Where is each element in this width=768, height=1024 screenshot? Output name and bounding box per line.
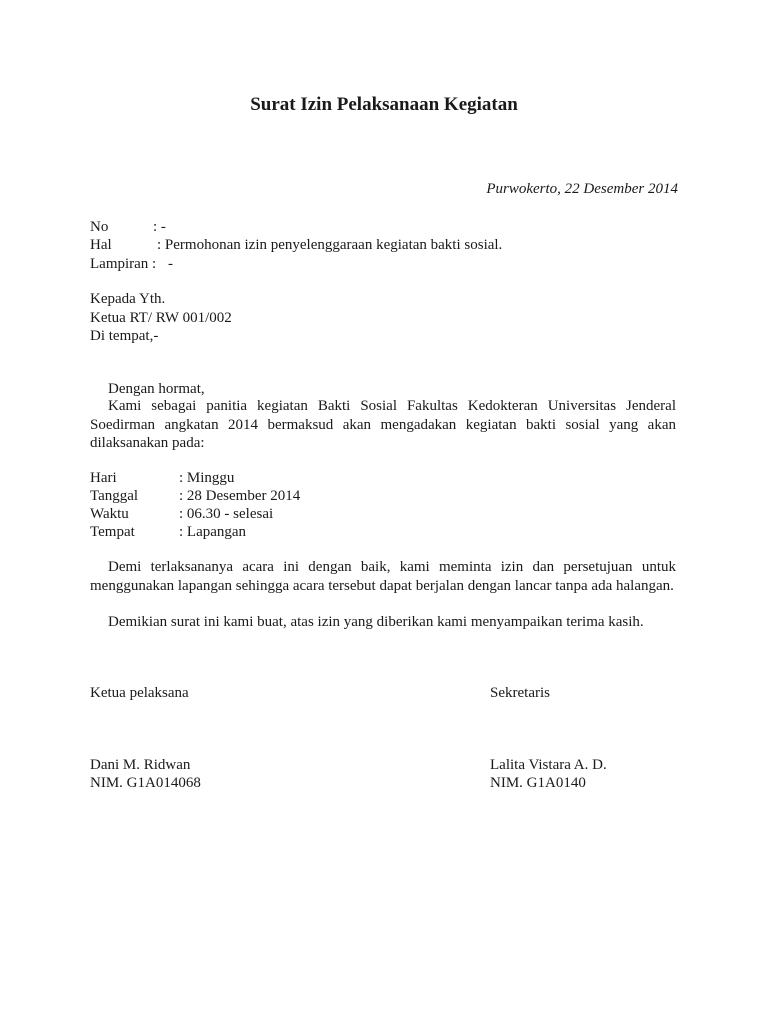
detail-label-waktu: Waktu	[90, 506, 129, 522]
intro-paragraph: Kami sebagai panitia kegiatan Bakti Sosial Fakultas Kedokteran Universitas Jenderal Soedirman angkatan 2014 bermaksud akan mengadakan kegiatan bakti sosial yang akan dilaksanakan pada:	[90, 398, 676, 451]
place-date: Purwokerto, 22 Desember 2014	[486, 181, 678, 197]
recipient-line-2: Ketua RT/ RW 001/002	[90, 310, 232, 326]
closing-paragraph: Demikian surat ini kami buat, atas izin yang diberikan kami menyampaikan terima kasih.	[108, 614, 644, 630]
detail-value-hari: : Minggu	[179, 470, 235, 486]
detail-value-tempat: : Lapangan	[179, 524, 247, 540]
request-paragraph: Demi terlaksananya acara ini dengan baik, kami meminta izin dan persetujuan untuk menggunakan lapangan sehingga acara tersebut dapat berjalan dengan lancar tanpa ada halangan.	[90, 559, 676, 594]
letter-title: Surat Izin Pelaksanaan Kegiatan	[250, 94, 518, 115]
lampiran-label: Lampiran :	[90, 256, 157, 272]
detail-label-tempat: Tempat	[90, 524, 135, 540]
no-label: No	[90, 219, 109, 235]
detail-label-tanggal: Tanggal	[90, 488, 139, 504]
detail-value-waktu: : 06.30 - selesai	[179, 506, 274, 522]
signer-left-nim: NIM. G1A014068	[90, 775, 201, 791]
lampiran-value: -	[168, 256, 173, 272]
recipient-line-1: Kepada Yth.	[90, 291, 166, 307]
no-value: : -	[153, 219, 166, 235]
signer-left-name: Dani M. Ridwan	[90, 757, 191, 773]
signer-right-nim: NIM. G1A0140	[490, 775, 586, 791]
signer-right-name: Lalita Vistara A. D.	[490, 757, 607, 773]
hal-label: Hal	[90, 237, 112, 253]
signer-right-role: Sekretaris	[490, 685, 550, 701]
signer-left-role: Ketua pelaksana	[90, 685, 189, 701]
detail-label-hari: Hari	[90, 470, 117, 486]
hal-value: : Permohonan izin penyelenggaraan kegiatan bakti sosial.	[157, 237, 503, 253]
detail-value-tanggal: : 28 Desember 2014	[179, 488, 301, 504]
recipient-line-3: Di tempat,-	[90, 328, 159, 344]
greeting: Dengan hormat,	[108, 381, 205, 397]
